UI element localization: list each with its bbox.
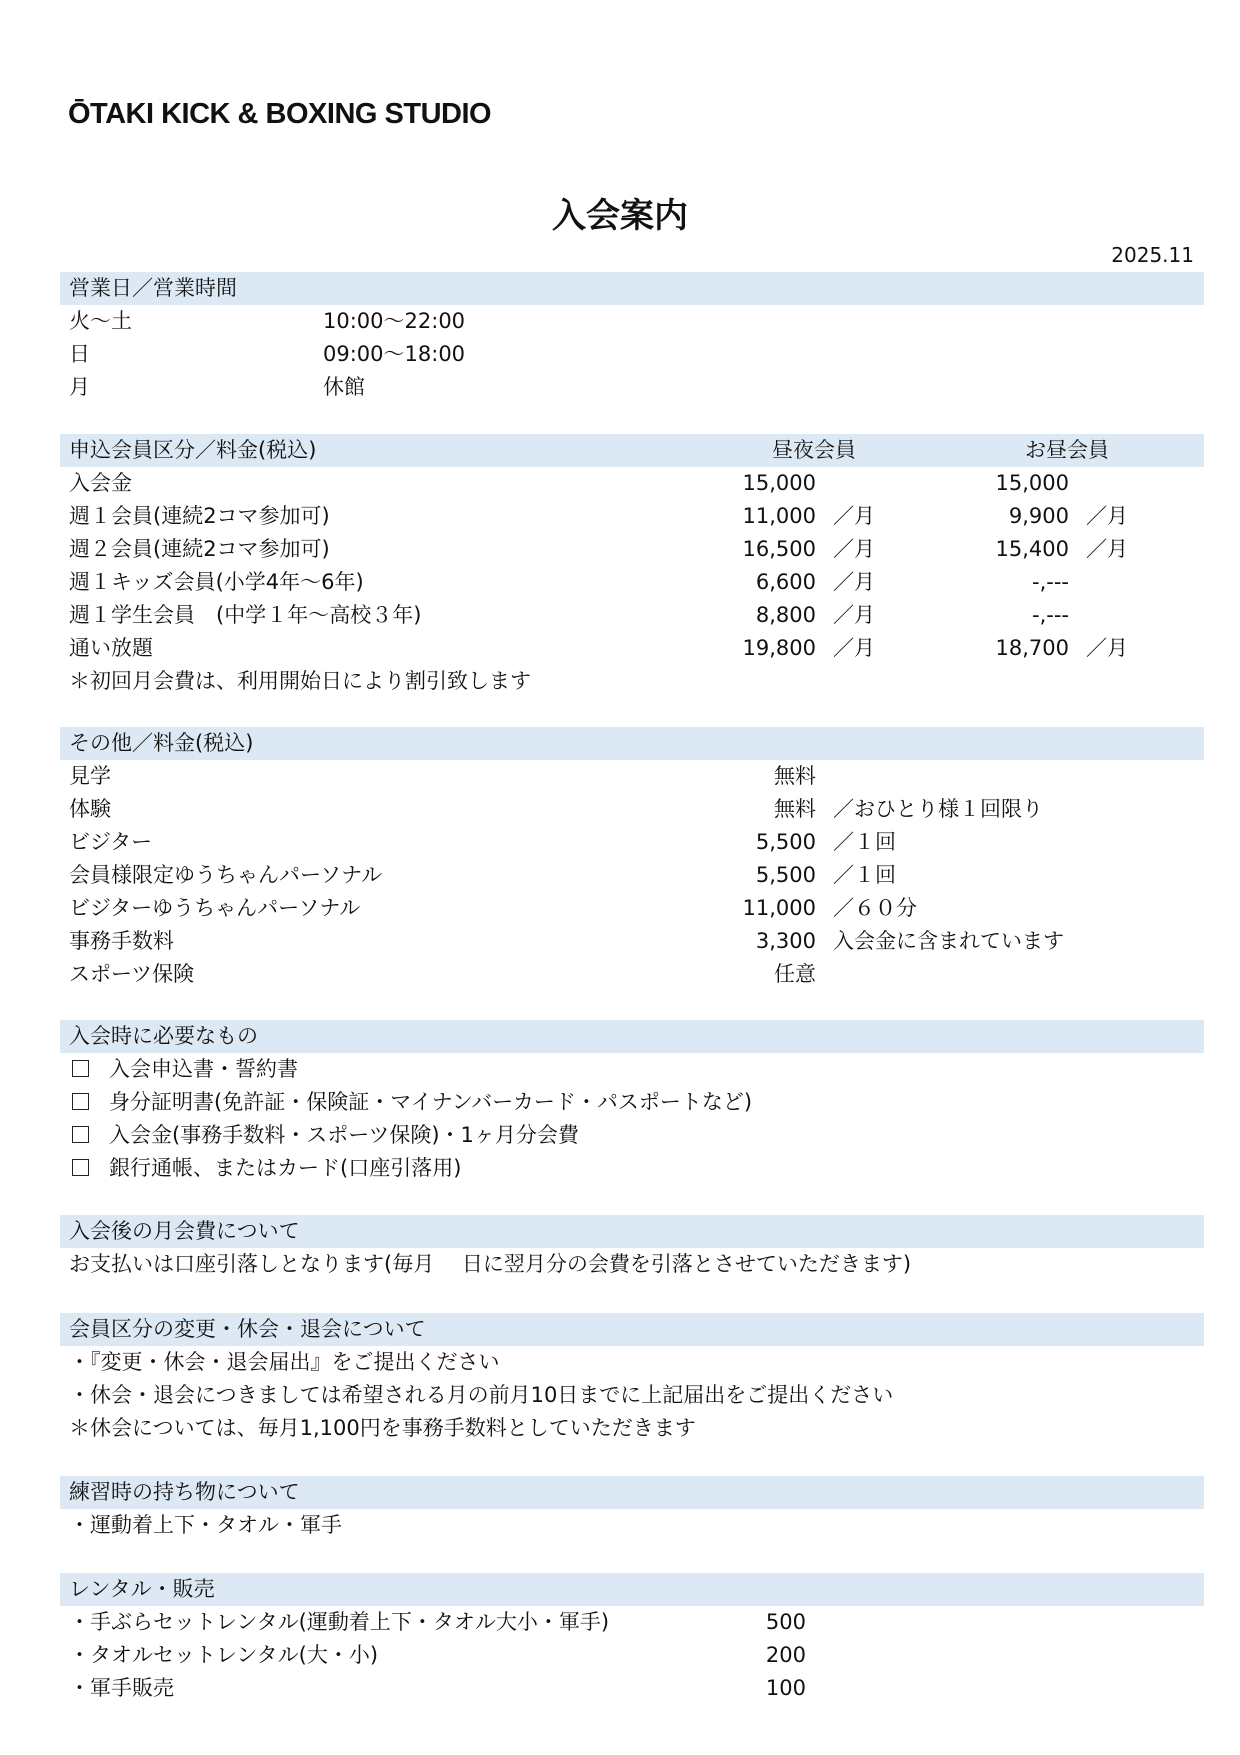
fee-unit-day-night: ／月 [833,636,875,660]
checklist-item [60,1053,1204,1086]
fee-value-day-night: 15,000 [742,471,816,495]
change-line-text: ・『変更・休会・退会届出』をご提出ください [69,1350,500,1374]
rental-label: ・タオルセットレンタル(大・小) [69,1643,379,1667]
fee-label: 週２会員(連続2コマ参加可) [69,537,330,561]
belongings-heading: 練習時の持ち物について [60,1476,1204,1509]
other-fee-note: ／６０分 [833,896,917,920]
fee-value-daytime: 18,700 [995,636,1069,660]
belongings-row [60,1509,1204,1542]
rental-label: ・手ぶらセットレンタル(運動着上下・タオル大小・軍手) [69,1610,610,1634]
other-fees-heading: その他／料金(税込) [60,727,1204,760]
checklist-item-label: 入会申込書・誓約書 [109,1057,298,1081]
fee-row [60,632,1204,665]
membership-note [60,665,1204,698]
other-fee-label: スポーツ保険 [69,962,195,986]
other-fee-value: 任意 [774,962,816,986]
other-fee-label: 体験 [69,797,111,821]
checkbox[interactable] [72,1060,89,1077]
checkbox[interactable] [72,1159,89,1176]
required-heading: 入会時に必要なもの [60,1020,1204,1053]
fee-unit-day-night: ／月 [833,504,875,528]
fee-label: 週１キッズ会員(小学4年～6年) [69,570,364,594]
other-fee-label: ビジター [69,830,153,854]
rental-section [60,1573,1204,1705]
fee-row [60,566,1204,599]
fee-unit-daytime: ／月 [1086,636,1128,660]
other-fee-value: 無料 [774,764,816,788]
rental-row [60,1672,1204,1705]
rental-heading: レンタル・販売 [60,1573,1204,1606]
required-section [60,1020,1204,1185]
fee-label: 週１学生会員 (中学１年～高校３年) [69,603,422,627]
change-line [60,1412,1204,1445]
fee-value-day-night: 16,500 [742,537,816,561]
hours-row [60,305,1204,338]
change-line-text: ・休会・退会につきましては希望される月の前月10日までに上記届出をご提出ください [69,1383,894,1407]
fee-row [60,467,1204,500]
other-fee-value: 無料 [774,797,816,821]
fee-unit-daytime: ／月 [1086,504,1128,528]
hours-time: 09:00～18:00 [323,342,466,366]
hours-day: 月 [69,375,90,399]
other-fee-row [60,793,1204,826]
rental-row [60,1606,1204,1639]
monthly-text-row [60,1248,1204,1281]
rental-price: 500 [765,1610,806,1634]
other-fee-value: 5,500 [755,830,816,854]
belongings-section [60,1476,1204,1542]
hours-row [60,371,1204,404]
fee-row [60,533,1204,566]
other-fee-note: 入会金に含まれています [833,929,1064,953]
fee-value-day-night: 11,000 [742,504,816,528]
membership-section [60,434,1204,698]
other-fee-label: 事務手数料 [69,929,174,953]
fee-label: 入会金 [69,471,132,495]
fee-unit-daytime: ／月 [1086,537,1128,561]
checklist-item [60,1152,1204,1185]
monthly-section [60,1215,1204,1281]
change-section [60,1313,1204,1445]
fee-value-day-night: 8,800 [755,603,816,627]
fee-value-day-night: 6,600 [755,570,816,594]
hours-section [60,272,1204,404]
checkbox[interactable] [72,1126,89,1143]
other-fee-row [60,958,1204,991]
hours-day: 火～土 [69,309,132,333]
other-fees-section [60,727,1204,991]
monthly-text: お支払いは口座引落しとなります(毎月 日に翌月分の会費を引落とさせていただきます) [69,1252,912,1276]
rental-price: 100 [765,1676,806,1700]
page-title: 入会案内 [552,196,688,236]
fee-value-daytime: -,--- [1032,570,1069,594]
other-fee-row [60,760,1204,793]
other-fee-note: ／おひとり様１回限り [833,797,1043,821]
column-day-night: 昼夜会員 [772,438,856,462]
hours-heading: 営業日／営業時間 [60,272,1204,305]
other-fee-note: ／１回 [833,830,896,854]
document-date: 2025.11 [1111,243,1194,267]
rental-label: ・軍手販売 [69,1676,174,1700]
hours-day: 日 [69,342,90,366]
hours-time: 休館 [323,375,365,399]
other-fee-label: 見学 [69,764,111,788]
change-heading: 会員区分の変更・休会・退会について [60,1313,1204,1346]
fee-unit-day-night: ／月 [833,570,875,594]
hours-row [60,338,1204,371]
studio-name: ŌTAKI KICK & BOXING STUDIO [68,98,492,130]
other-fee-row [60,859,1204,892]
change-line [60,1346,1204,1379]
fee-value-daytime: 15,400 [995,537,1069,561]
other-fee-note: ／１回 [833,863,896,887]
fee-row [60,500,1204,533]
checklist-item-label: 身分証明書(免許証・保険証・マイナンバーカード・パスポートなど) [109,1090,753,1114]
other-fee-label: 会員様限定ゆうちゃんパーソナル [69,863,383,887]
fee-value-daytime: -,--- [1032,603,1069,627]
other-fee-value: 5,500 [755,863,816,887]
fee-unit-day-night: ／月 [833,537,875,561]
membership-note-text: ＊初回月会費は、利用開始日により割引致します [69,669,531,693]
checklist-item [60,1119,1204,1152]
other-fee-row [60,826,1204,859]
checklist-item [60,1086,1204,1119]
checklist-item-label: 銀行通帳、またはカード(口座引落用) [109,1156,462,1180]
other-fee-value: 3,300 [755,929,816,953]
other-fee-row [60,925,1204,958]
membership-heading-bar [60,434,1204,467]
fee-unit-day-night: ／月 [833,603,875,627]
checkbox[interactable] [72,1093,89,1110]
change-line-text: ＊休会については、毎月1,100円を事務手数料としていただきます [69,1416,696,1440]
monthly-heading: 入会後の月会費について [60,1215,1204,1248]
rental-price: 200 [765,1643,806,1667]
fee-label: 通い放題 [69,636,153,660]
other-fee-label: ビジターゆうちゃんパーソナル [69,896,361,920]
fee-value-daytime: 15,000 [995,471,1069,495]
hours-time: 10:00～22:00 [323,309,466,333]
other-fee-row [60,892,1204,925]
checklist-item-label: 入会金(事務手数料・スポーツ保険)・1ヶ月分会費 [109,1123,579,1147]
change-line [60,1379,1204,1412]
rental-row [60,1639,1204,1672]
fee-value-day-night: 19,800 [742,636,816,660]
other-fee-value: 11,000 [742,896,816,920]
fee-label: 週１会員(連続2コマ参加可) [69,504,330,528]
membership-heading: 申込会員区分／料金(税込) [69,438,317,462]
fee-value-daytime: 9,900 [1008,504,1069,528]
fee-row [60,599,1204,632]
column-daytime: お昼会員 [1025,438,1109,462]
belongings-text: ・運動着上下・タオル・軍手 [69,1513,342,1537]
